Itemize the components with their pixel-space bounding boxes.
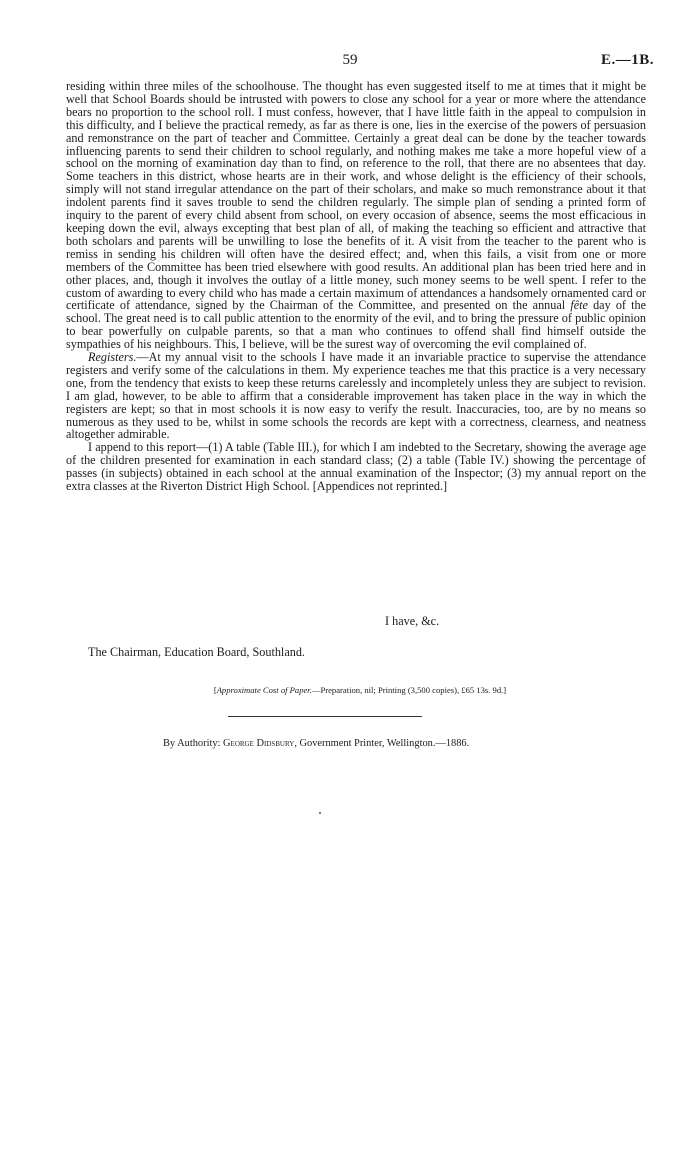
paragraph-attendance xyxy=(66,80,646,351)
paragraph-registers-text: —At my annual visit to the schools I have made it an invariable practice to supervise the attendance registers and verify some of the calculations in them. My experience teaches me that this practice is a very necessary one, from the tendency that exists to keep these returns carelessly and incompletely unless they are subject to revision. I am glad, however, to be able to affirm that a considerable improvement has taken place in the way in which the registers are kept; so that in most schools it is now easy to verify the result. Inaccuracies, too, are by no means so numerous as they used to be, whilst in some schools the records are kept with a correctness, clearness, and neatness altogether admirable. xyxy=(66,350,646,442)
cost-text: —Preparation, nil; Printing (3,500 copies), £65 13s. 9d. xyxy=(311,685,504,695)
paragraph-appendices: I append to this report—(1) A table (Table III.), for which I am indebted to the Secretary, showing the average age of the children presented for examination in each standard class; (2) a table (Table IV.) showing the percentage of passes (in subjects) obtained in each school at the annual examination of the Inspector; (3) my annual report on the extra classes at the Riverton District High School. [Appendices not reprinted.] xyxy=(66,440,646,494)
cost-note: [Approximate Cost of Paper.—Preparation, nil; Printing (3,500 copies), £65 13s. 9d.] xyxy=(213,685,507,695)
addressee: The Chairman, Education Board, Southland. xyxy=(88,645,305,659)
authority-prefix: By Authority: xyxy=(163,738,224,749)
registers-heading: Registers. xyxy=(88,350,137,365)
paragraph-attendance-end: day of the school. The great need is to call public attention to the enormity of the evil, and to bring the pressure of public opinion to bear powerfully on culpable parents, so that a man who continues to offend shall find himself outside the sympathies of his neighbours. This, I believe, will be the surest way of overcoming the evil complained of. xyxy=(66,298,647,352)
scan-speck xyxy=(319,812,321,814)
paragraph-attendance-text: residing within three miles of the schoolhouse. The thought has even suggested itself to me at times that it might be well that School Boards should be intrusted with powers to close any school for a year or more where the attendance bears no proportion to the school roll. I must confess, however, that I have little faith in the appeal to compulsion in this difficulty, and I believe the practical remedy, as far as there is one, lies in the exercise of the powers of persuasion and remonstrance on the part of teacher and Committee. Certainly a great deal can be done by the teacher towards influencing parents to send their children to school regularly, and nothing makes me take a more hopeful view of a school on the morning of examination day than to find, on reference to the roll, that there are no absentees that day. Some teachers in this district, whose hearts are in their work, and whose delight is the efficiency of their schools, simply will not stand irregular attendance on the part of their scholars, and make so much remonstrance about it that indolent parents find it saves trouble to send the children regularly. The simple plan of sending a printed form of inquiry to the parent of every child absent from school, on every occasion of absence, seems the most efficacious in keeping down the evil, always excepting that best plan of all, of making the teaching so efficient and attractive that both scholars and parents will be unwilling to lose the benefits of it. A visit from the teacher to the parent who is remiss in sending his children will often have the desired effect; and, when this fails, a visit from one or more members of the Committee has been tried elsewhere with good results. An additional plan has been tried here and in other places, and, though it involves the outlay of a little money, such money seems to be well spent. I refer to the custom of awarding to every child who has made a certain maximum of attendances a handsomely ornamented card or certificate of attendance, signed by the Chairman of the Committee, and presented on the annual xyxy=(66,79,646,313)
footer-rule xyxy=(228,716,422,717)
report-body xyxy=(66,80,646,493)
page-number: 59 xyxy=(342,52,358,68)
authority-suffix: , Government Printer, Wellington.—1886. xyxy=(294,738,470,749)
printer-name: George Didsbury xyxy=(223,738,295,749)
closing-text: I have, &c. xyxy=(385,614,440,628)
document-code: E.—1B. xyxy=(600,52,654,68)
printer-imprint xyxy=(163,738,469,749)
paragraph-registers xyxy=(66,351,646,441)
cost-label: Approximate Cost of Paper. xyxy=(216,685,312,695)
fete-word: fête xyxy=(570,298,588,313)
